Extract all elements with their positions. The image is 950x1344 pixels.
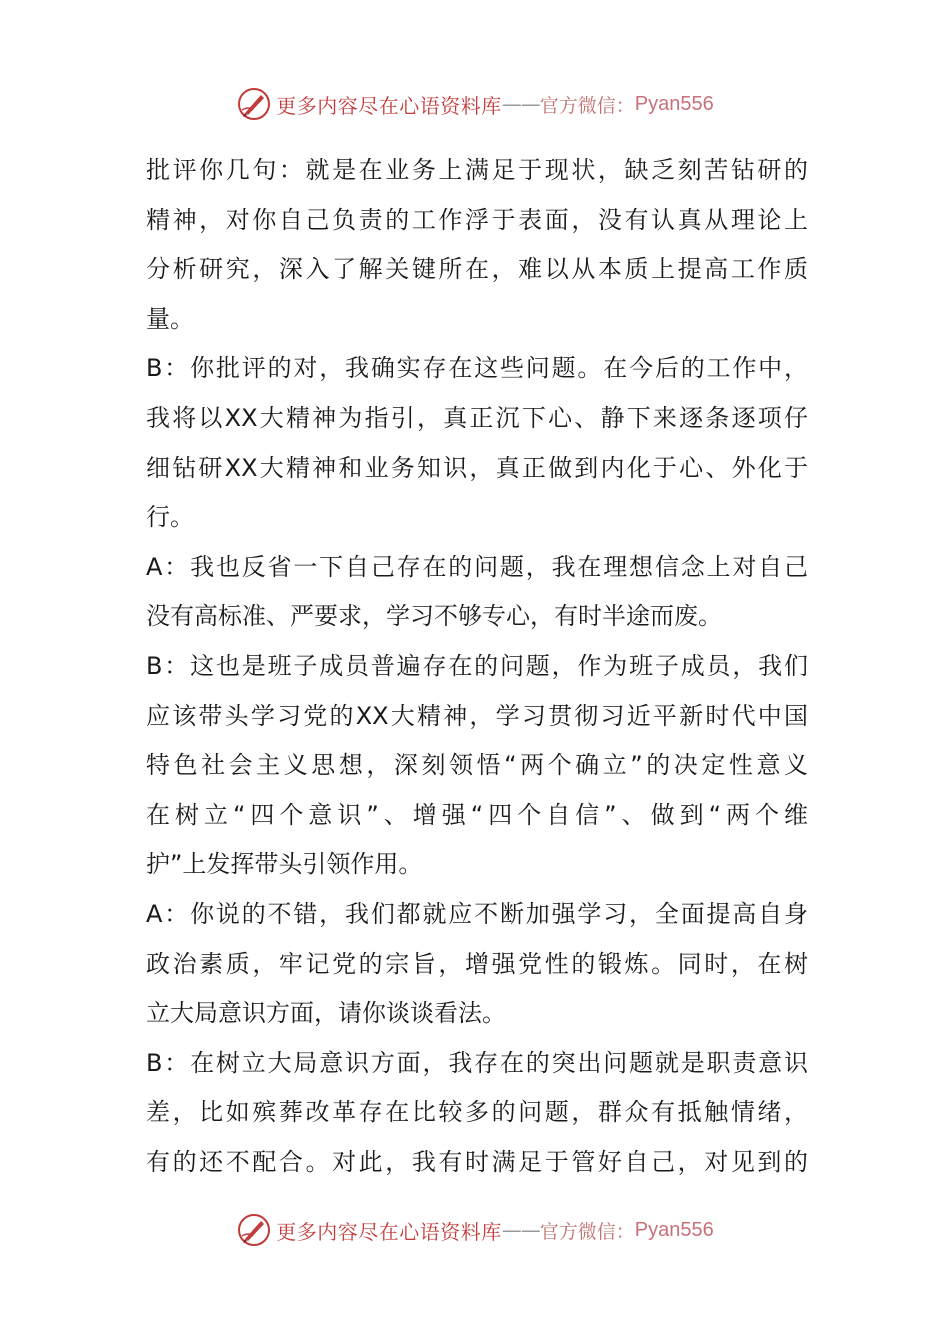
- pen-quill-logo-icon: [236, 1212, 272, 1248]
- text-line: 有的还不配合。对此，我有时满足于管好自己，对见到的: [146, 1147, 808, 1176]
- text-line: B：在树立大局意识方面，我存在的突出问题就是职责意识: [146, 1048, 808, 1077]
- pen-quill-logo-icon: [236, 86, 272, 122]
- banner-separator: ——: [501, 92, 540, 116]
- text-line: 没有高标准、严要求，学习不够专心，有时半途而废。: [146, 602, 722, 631]
- text-line: 我将以XX大精神为指引，真正沉下心、静下来逐条逐项仔: [146, 403, 808, 432]
- wechat-id: Pyan556: [634, 92, 714, 115]
- brand-text: 更多内容尽在心语资料库: [276, 1219, 502, 1244]
- text-line: A：我也反省一下自己存在的问题，我在理想信念上对自己: [146, 552, 808, 581]
- text-line: 批评你几句：就是在业务上满足于现状，缺乏刻苦钻研的: [146, 156, 808, 184]
- text-line: 应该带头学习党的XX大精神，学习贯彻习近平新时代中国: [146, 701, 808, 730]
- wechat-label: 官方微信：: [539, 94, 635, 117]
- text-line: 政治素质，牢记党的宗旨，增强党性的锻炼。同时，在树: [146, 949, 808, 978]
- wechat-id: Pyan556: [634, 1218, 714, 1241]
- text-line: B：这也是班子成员普遍存在的问题，作为班子成员，我们: [146, 651, 808, 680]
- text-line: 立大局意识方面，请你谈谈看法。: [146, 999, 506, 1028]
- footer-watermark: [0, 1210, 950, 1250]
- text-line: B：你批评的对，我确实存在这些问题。在今后的工作中，: [146, 354, 808, 383]
- text-line: 在树立“四个意识”、增强“四个自信”、做到“两个维: [146, 800, 808, 829]
- header-watermark: [0, 84, 950, 124]
- text-line: 分析研究，深入了解关键所在，难以从本质上提高工作质: [146, 255, 808, 284]
- text-line: 特色社会主义思想，深刻领悟“两个确立”的决定性意义: [146, 751, 808, 780]
- document-body: [146, 146, 808, 1187]
- text-line: 差，比如殡葬改革存在比较多的问题，群众有抵触情绪，: [146, 1098, 808, 1127]
- text-line: 行。: [146, 503, 194, 532]
- text-line: 量。: [146, 304, 194, 333]
- text-line: 细钻研XX大精神和业务知识，真正做到内化于心、外化于: [146, 453, 808, 482]
- banner-separator: ——: [501, 1218, 540, 1242]
- text-line: 精神，对你自己负责的工作浮于表面，没有认真从理论上: [146, 205, 808, 234]
- text-line: 护”上发挥带头引领作用。: [146, 850, 423, 879]
- brand-text: 更多内容尽在心语资料库: [276, 93, 502, 118]
- wechat-label: 官方微信：: [539, 1220, 635, 1243]
- text-line: A：你说的不错，我们都就应不断加强学习，全面提高自身: [146, 899, 808, 928]
